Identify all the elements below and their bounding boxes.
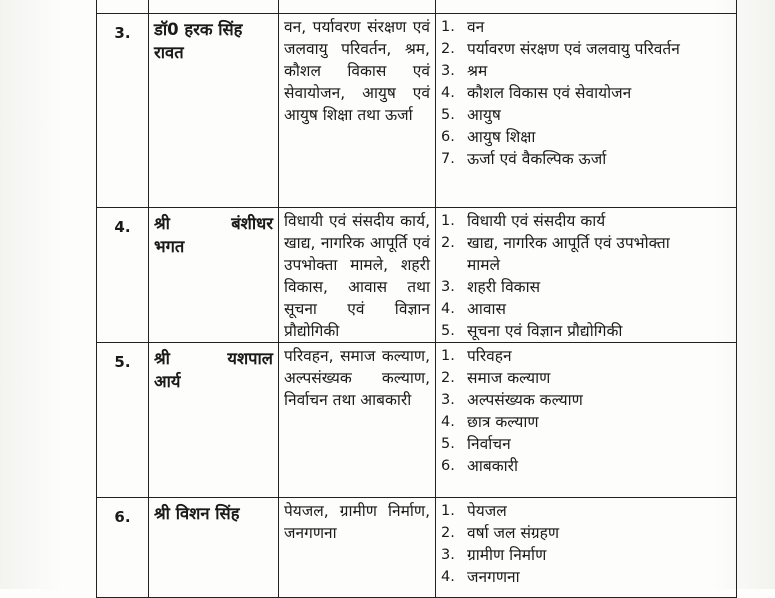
item-number: 5. [441,323,455,339]
list-item [441,544,731,566]
item-text: वन [467,18,485,36]
item-text: अल्पसंख्यक कल्याण [467,391,583,409]
item-text: शहरी विकास [467,278,541,296]
minister-name [149,208,279,343]
name-line: रावत [154,43,184,62]
table-row [97,14,737,208]
serial-number: 5. [97,343,149,498]
list-item [441,500,731,522]
name-line: भगत [154,237,185,256]
item-text: श्रम [467,62,488,80]
item-text: विधायी एवं संसदीय कार्य [467,212,606,230]
item-number: 5. [441,436,455,452]
list-item [441,254,731,276]
serial-number: 4. [97,208,149,343]
item-number: 1. [441,19,455,35]
minister-name [149,14,279,208]
list-item [441,126,731,148]
item-text: समाज कल्याण [467,369,551,387]
item-number: 5. [441,107,455,123]
list-item [441,60,731,82]
list-item [441,320,731,342]
item-number: 4. [441,301,455,317]
table-row [97,343,737,498]
item-text: पेयजल [467,502,507,520]
item-number: 1. [441,213,455,229]
item-number: 3. [441,63,455,79]
list-item [441,566,731,588]
name-line: आर्य [154,372,181,391]
list-item [441,210,731,232]
list-item [441,82,731,104]
item-number: 1. [441,348,455,364]
departments-cell: पेयजल, ग्रामीण निर्माण, जनगणना [279,498,436,598]
item-text: आयुष [467,106,501,124]
list-item [441,433,731,455]
list-item [441,411,731,433]
item-text: आबकारी [467,457,518,475]
item-number: 6. [441,458,455,474]
item-text: जनगणना [467,568,520,586]
name-line: डॉ0 हरक सिंह [154,20,243,39]
list-item [441,345,731,367]
item-number: 2. [441,370,455,386]
list-item [441,367,731,389]
allocated-subjects [436,208,737,343]
name-title: श्री [154,349,170,368]
item-number: 2. [441,525,455,541]
item-number: 7. [441,151,455,167]
list-item [441,38,731,60]
item-text: कौशल विकास एवं सेवायोजन [467,84,632,102]
item-number: 2. [441,235,455,251]
list-item [441,276,731,298]
list-item [441,522,731,544]
item-text: छात्र कल्याण [467,413,539,431]
item-text: ऊर्जा एवं वैकल्पिक ऊर्जा [467,150,607,168]
name-line [154,347,273,370]
item-number: 1. [441,503,455,519]
list-item [441,298,731,320]
minister-name [149,498,279,598]
name-line [154,212,273,235]
item-number: 6. [441,129,455,145]
list-item [441,16,731,38]
previous-row-stub [97,0,737,14]
item-text: वर्षा जल संग्रहण [467,524,560,542]
allocated-subjects [436,498,737,598]
item-number: 3. [441,279,455,295]
name-first: बंशीधर [231,214,273,233]
allocated-subjects [436,14,737,208]
departments-cell: वन, पर्यावरण संरक्षण एवं जलवायु परिवर्तन, श्रम, कौशल विकास एवं सेवायोजन, आयुष एवं आयुष शिक्षा तथा ऊर्जा [279,14,436,208]
table-row [97,498,737,598]
item-text: सूचना एवं विज्ञान प्रौद्योगिकी [467,322,623,340]
item-text: निर्वाचन [467,435,511,453]
list-item [441,232,731,254]
name-line: श्री विशन सिंह [154,504,240,523]
item-text: खाद्य, नागरिक आपूर्ति एवं उपभोक्ता [467,234,670,252]
departments-cell: विधायी एवं संसदीय कार्य, खाद्य, नागरिक आपूर्ति एवं उपभोक्ता मामले, शहरी विकास, आवास तथा सूचना एवं विज्ञान प्रौद्योगिकी [279,208,436,343]
item-text: आवास [467,300,506,318]
item-number: 4. [441,569,455,585]
name-first: यशपाल [227,349,273,368]
table-row [97,208,737,343]
serial-number: 3. [97,14,149,208]
item-number [441,254,467,276]
item-number: 4. [441,414,455,430]
allocated-subjects [436,343,737,498]
item-text: परिवहन [467,347,512,365]
list-item [441,148,731,170]
serial-number: 6. [97,498,149,598]
list-item [441,389,731,411]
minister-portfolio-table [96,0,737,598]
item-text: मामले [467,256,501,274]
minister-name [149,343,279,498]
item-number: 4. [441,85,455,101]
item-text: पर्यावरण संरक्षण एवं जलवायु परिवर्तन [467,40,680,58]
item-text: ग्रामीण निर्माण [467,546,547,564]
item-number: 2. [441,41,455,57]
item-number: 3. [441,392,455,408]
departments-cell: परिवहन, समाज कल्याण, अल्पसंख्यक कल्याण, निर्वाचन तथा आबकारी [279,343,436,498]
item-text: आयुष शिक्षा [467,128,536,146]
name-title: श्री [154,214,170,233]
item-number: 3. [441,547,455,563]
list-item [441,104,731,126]
list-item [441,455,731,477]
